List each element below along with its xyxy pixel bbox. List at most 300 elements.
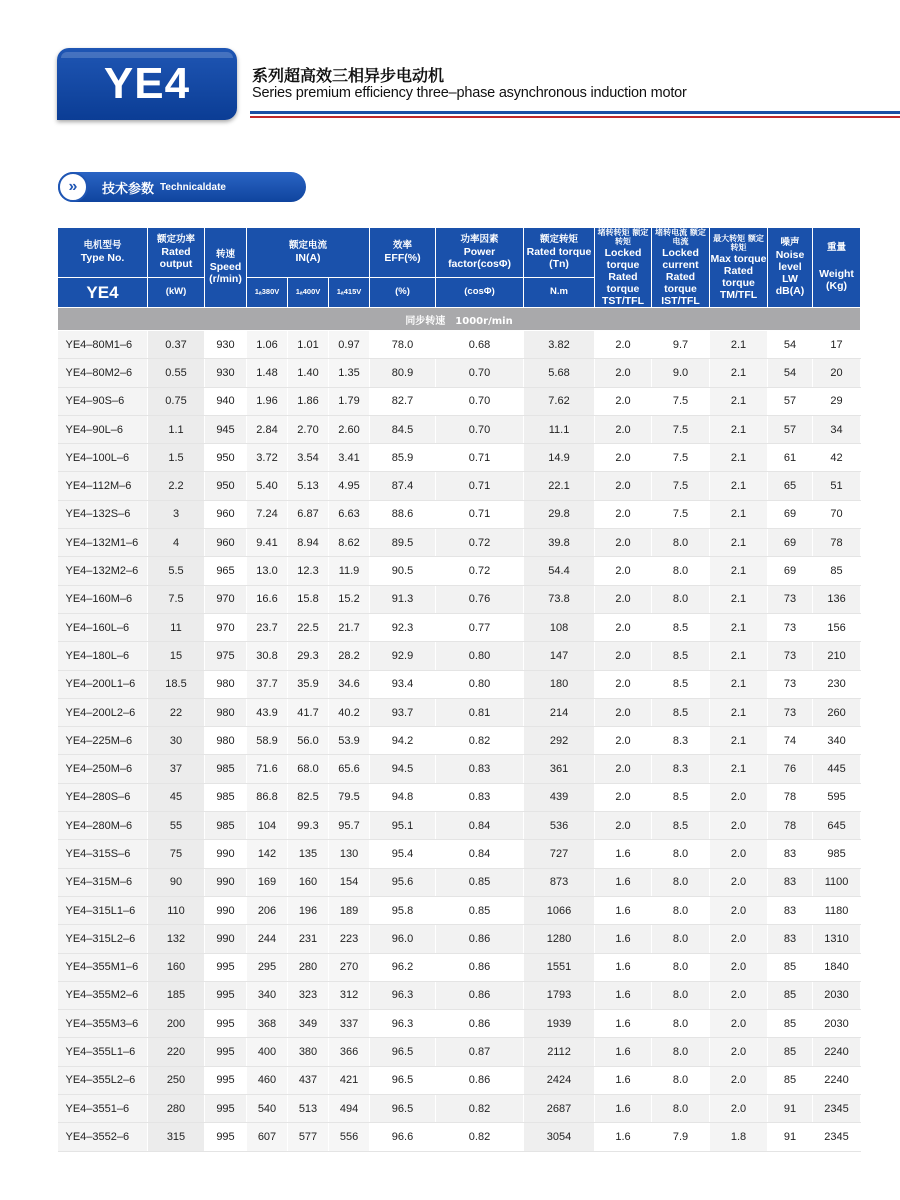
table-cell: 295	[247, 953, 288, 981]
table-cell: 2.0	[710, 1038, 768, 1066]
table-cell: 85	[768, 1066, 813, 1094]
table-cell: 2.1	[710, 642, 768, 670]
table-cell: 260	[813, 698, 861, 726]
table-cell: 1840	[813, 953, 861, 981]
table-cell: 2240	[813, 1066, 861, 1094]
table-cell: 2.0	[595, 698, 652, 726]
table-cell: 82.7	[370, 387, 436, 415]
table-cell: 556	[329, 1123, 370, 1151]
table-cell: 3.41	[329, 444, 370, 472]
table-cell: 35.9	[288, 670, 329, 698]
table-cell: 20	[813, 359, 861, 387]
table-cell: 9.41	[247, 529, 288, 557]
table-cell: 55	[148, 812, 205, 840]
table-cell: 94.2	[370, 727, 436, 755]
table-cell: 29	[813, 387, 861, 415]
table-cell: 2.1	[710, 415, 768, 443]
table-cell: 95.8	[370, 896, 436, 924]
table-cell: 1939	[524, 1010, 595, 1038]
table-cell: 69	[768, 557, 813, 585]
table-row	[58, 783, 861, 811]
table-cell: 3	[148, 500, 205, 528]
table-cell: 37	[148, 755, 205, 783]
table-cell: 68.0	[288, 755, 329, 783]
table-cell: 196	[288, 896, 329, 924]
table-cell: 1.6	[595, 925, 652, 953]
th-noise: 噪声 Noise level LW dB(A)	[768, 228, 813, 308]
table-cell: 2.0	[595, 727, 652, 755]
table-cell: 73	[768, 698, 813, 726]
table-cell: 2.1	[710, 500, 768, 528]
table-cell: 2030	[813, 1010, 861, 1038]
table-cell: 51	[813, 472, 861, 500]
cell-model: YE4–3552–6	[58, 1123, 148, 1151]
table-cell: 1.8	[710, 1123, 768, 1151]
table-cell: 2.0	[710, 812, 768, 840]
table-cell: 970	[205, 585, 247, 613]
table-cell: 200	[148, 1010, 205, 1038]
table-cell: 2.0	[710, 1066, 768, 1094]
table-cell: 85	[768, 981, 813, 1009]
table-cell: 214	[524, 698, 595, 726]
table-cell: 92.3	[370, 613, 436, 641]
table-cell: 7.9	[652, 1123, 710, 1151]
table-row	[58, 698, 861, 726]
cell-model: YE4–200L1–6	[58, 670, 148, 698]
table-cell: 22	[148, 698, 205, 726]
table-cell: 83	[768, 925, 813, 953]
table-cell: 536	[524, 812, 595, 840]
cell-model: YE4–180L–6	[58, 642, 148, 670]
table-cell: 595	[813, 783, 861, 811]
table-cell: 2.0	[710, 868, 768, 896]
table-cell: 28.2	[329, 642, 370, 670]
table-cell: 136	[813, 585, 861, 613]
table-cell: 41.7	[288, 698, 329, 726]
table-cell: 607	[247, 1123, 288, 1151]
th-max-torque: 最大转矩 额定转矩 Max torque Rated torque TM/TFL	[710, 228, 768, 308]
table-cell: 439	[524, 783, 595, 811]
speed-section-row	[58, 308, 861, 331]
table-cell: 0.86	[436, 981, 524, 1009]
table-cell: 2.0	[595, 585, 652, 613]
table-cell: 110	[148, 896, 205, 924]
table-cell: 2424	[524, 1066, 595, 1094]
table-cell: 2.0	[595, 387, 652, 415]
table-cell: 2.0	[710, 953, 768, 981]
table-cell: 2.1	[710, 727, 768, 755]
table-cell: 7.62	[524, 387, 595, 415]
table-cell: 1310	[813, 925, 861, 953]
table-cell: 8.3	[652, 755, 710, 783]
table-cell: 15.8	[288, 585, 329, 613]
th-eff-unit: (%)	[370, 278, 436, 308]
table-cell: 0.83	[436, 783, 524, 811]
spec-table	[57, 227, 861, 1152]
table-cell: 18.5	[148, 670, 205, 698]
table-cell: 5.40	[247, 472, 288, 500]
table-cell: 99.3	[288, 812, 329, 840]
table-cell: 40.2	[329, 698, 370, 726]
table-cell: 3.72	[247, 444, 288, 472]
cell-model: YE4–280S–6	[58, 783, 148, 811]
table-cell: 1551	[524, 953, 595, 981]
table-cell: 970	[205, 613, 247, 641]
table-cell: 8.0	[652, 557, 710, 585]
th-weight: 重量 Weight (Kg)	[813, 228, 861, 308]
table-cell: 89.5	[370, 529, 436, 557]
table-cell: 104	[247, 812, 288, 840]
table-cell: 96.3	[370, 981, 436, 1009]
table-cell: 87.4	[370, 472, 436, 500]
table-cell: 8.0	[652, 1010, 710, 1038]
table-cell: 2240	[813, 1038, 861, 1066]
table-cell: 340	[813, 727, 861, 755]
table-cell: 1.6	[595, 1038, 652, 1066]
table-cell: 83	[768, 868, 813, 896]
th-current: 额定电流 IN(A)	[247, 228, 370, 278]
cell-model: YE4–355M1–6	[58, 953, 148, 981]
table-cell: 727	[524, 840, 595, 868]
table-cell: 985	[205, 812, 247, 840]
table-cell: 349	[288, 1010, 329, 1038]
table-cell: 995	[205, 981, 247, 1009]
table-row	[58, 331, 861, 359]
table-cell: 9.0	[652, 359, 710, 387]
table-cell: 950	[205, 472, 247, 500]
table-row	[58, 642, 861, 670]
table-cell: 2.0	[595, 812, 652, 840]
th-volt-415: 1ₐ415V	[329, 278, 370, 308]
cell-model: YE4–132M2–6	[58, 557, 148, 585]
table-cell: 91	[768, 1123, 813, 1151]
table-cell: 14.9	[524, 444, 595, 472]
table-cell: 2.84	[247, 415, 288, 443]
table-row	[58, 755, 861, 783]
table-cell: 29.8	[524, 500, 595, 528]
table-cell: 0.81	[436, 698, 524, 726]
table-cell: 21.7	[329, 613, 370, 641]
table-cell: 975	[205, 642, 247, 670]
table-cell: 1.79	[329, 387, 370, 415]
th-type: 电机型号 Type No.	[58, 228, 148, 278]
table-cell: 445	[813, 755, 861, 783]
table-cell: 95.7	[329, 812, 370, 840]
table-cell: 90.5	[370, 557, 436, 585]
table-cell: 0.68	[436, 331, 524, 359]
table-cell: 73	[768, 670, 813, 698]
table-cell: 7.5	[652, 387, 710, 415]
cell-model: YE4–355L1–6	[58, 1038, 148, 1066]
table-cell: 7.24	[247, 500, 288, 528]
table-cell: 7.5	[652, 415, 710, 443]
table-cell: 0.97	[329, 331, 370, 359]
table-cell: 0.72	[436, 529, 524, 557]
table-cell: 0.71	[436, 472, 524, 500]
table-cell: 995	[205, 953, 247, 981]
table-cell: 8.0	[652, 896, 710, 924]
table-cell: 2.60	[329, 415, 370, 443]
table-cell: 169	[247, 868, 288, 896]
table-cell: 990	[205, 925, 247, 953]
table-cell: 0.80	[436, 642, 524, 670]
table-cell: 80.9	[370, 359, 436, 387]
table-cell: 950	[205, 444, 247, 472]
table-cell: 180	[524, 670, 595, 698]
cell-model: YE4–250M–6	[58, 755, 148, 783]
table-cell: 15	[148, 642, 205, 670]
table-cell: 1.6	[595, 1010, 652, 1038]
table-cell: 94.5	[370, 755, 436, 783]
table-cell: 2.0	[710, 783, 768, 811]
table-cell: 960	[205, 500, 247, 528]
page-title-en: Series premium efficiency three–phase asynchronous induction motor	[252, 85, 687, 101]
th-type-badge: YE4	[58, 278, 148, 308]
cell-model: YE4–280M–6	[58, 812, 148, 840]
table-cell: 2.0	[595, 557, 652, 585]
section-heading	[58, 172, 306, 202]
table-cell: 34	[813, 415, 861, 443]
table-cell: 8.0	[652, 1095, 710, 1123]
table-cell: 990	[205, 840, 247, 868]
table-row	[58, 359, 861, 387]
table-cell: 250	[148, 1066, 205, 1094]
table-cell: 0.76	[436, 585, 524, 613]
table-row	[58, 812, 861, 840]
table-cell: 0.71	[436, 444, 524, 472]
th-pf: 功率因素 Power factor(cosΦ)	[436, 228, 524, 278]
table-cell: 1.6	[595, 896, 652, 924]
table-cell: 8.0	[652, 981, 710, 1009]
table-cell: 1.6	[595, 1123, 652, 1151]
table-cell: 2.1	[710, 359, 768, 387]
table-cell: 189	[329, 896, 370, 924]
table-row	[58, 1066, 861, 1094]
table-cell: 995	[205, 1038, 247, 1066]
table-cell: 11.1	[524, 415, 595, 443]
table-cell: 8.5	[652, 613, 710, 641]
table-cell: 85	[768, 953, 813, 981]
table-cell: 2.0	[595, 331, 652, 359]
table-cell: 30.8	[247, 642, 288, 670]
table-cell: 84.5	[370, 415, 436, 443]
speed-section-label: 同步转速 1000r/min	[58, 308, 861, 331]
table-cell: 15.2	[329, 585, 370, 613]
table-cell: 70	[813, 500, 861, 528]
table-cell: 7.5	[652, 500, 710, 528]
table-cell: 95.1	[370, 812, 436, 840]
table-cell: 90	[148, 868, 205, 896]
cell-model: YE4–132S–6	[58, 500, 148, 528]
table-cell: 220	[148, 1038, 205, 1066]
table-cell: 43.9	[247, 698, 288, 726]
table-cell: 437	[288, 1066, 329, 1094]
cell-model: YE4–355L2–6	[58, 1066, 148, 1094]
table-cell: 1100	[813, 868, 861, 896]
table-cell: 2.0	[595, 755, 652, 783]
cell-model: YE4–315M–6	[58, 868, 148, 896]
table-cell: 5.68	[524, 359, 595, 387]
table-cell: 91	[768, 1095, 813, 1123]
cell-model: YE4–3551–6	[58, 1095, 148, 1123]
table-cell: 8.5	[652, 812, 710, 840]
table-cell: 0.72	[436, 557, 524, 585]
table-cell: 3.54	[288, 444, 329, 472]
table-cell: 85	[768, 1038, 813, 1066]
table-cell: 1.35	[329, 359, 370, 387]
table-row	[58, 896, 861, 924]
table-cell: 91.3	[370, 585, 436, 613]
table-cell: 156	[813, 613, 861, 641]
table-cell: 244	[247, 925, 288, 953]
table-cell: 71.6	[247, 755, 288, 783]
table-cell: 2.70	[288, 415, 329, 443]
table-cell: 1280	[524, 925, 595, 953]
table-cell: 995	[205, 1066, 247, 1094]
table-cell: 8.0	[652, 953, 710, 981]
table-cell: 2112	[524, 1038, 595, 1066]
table-cell: 995	[205, 1123, 247, 1151]
table-row	[58, 500, 861, 528]
table-row	[58, 953, 861, 981]
table-cell: 17	[813, 331, 861, 359]
cell-model: YE4–132M1–6	[58, 529, 148, 557]
table-cell: 8.0	[652, 840, 710, 868]
cell-model: YE4–225M–6	[58, 727, 148, 755]
table-cell: 292	[524, 727, 595, 755]
table-cell: 368	[247, 1010, 288, 1038]
table-cell: 494	[329, 1095, 370, 1123]
ye4-logo	[57, 48, 237, 120]
table-cell: 82.5	[288, 783, 329, 811]
table-cell: 2.0	[595, 670, 652, 698]
table-row	[58, 529, 861, 557]
cell-model: YE4–160M–6	[58, 585, 148, 613]
table-row	[58, 981, 861, 1009]
table-cell: 3.82	[524, 331, 595, 359]
table-cell: 940	[205, 387, 247, 415]
table-cell: 65.6	[329, 755, 370, 783]
table-cell: 0.86	[436, 1066, 524, 1094]
table-cell: 73	[768, 642, 813, 670]
table-cell: 57	[768, 415, 813, 443]
th-locked-current: 堵转电流 额定电流 Locked current Rated torque IST/TFL	[652, 228, 710, 308]
table-cell: 0.37	[148, 331, 205, 359]
table-cell: 1.96	[247, 387, 288, 415]
table-cell: 13.0	[247, 557, 288, 585]
table-cell: 0.55	[148, 359, 205, 387]
table-cell: 11	[148, 613, 205, 641]
table-cell: 0.83	[436, 755, 524, 783]
table-row	[58, 613, 861, 641]
table-cell: 340	[247, 981, 288, 1009]
table-cell: 93.4	[370, 670, 436, 698]
table-cell: 5.13	[288, 472, 329, 500]
table-cell: 2.1	[710, 444, 768, 472]
table-cell: 29.3	[288, 642, 329, 670]
table-cell: 980	[205, 698, 247, 726]
table-cell: 7.5	[652, 444, 710, 472]
table-cell: 1.6	[595, 1095, 652, 1123]
table-cell: 231	[288, 925, 329, 953]
table-cell: 0.71	[436, 500, 524, 528]
table-cell: 2.1	[710, 472, 768, 500]
table-cell: 73.8	[524, 585, 595, 613]
table-cell: 2.0	[710, 840, 768, 868]
table-cell: 645	[813, 812, 861, 840]
table-cell: 185	[148, 981, 205, 1009]
table-cell: 1793	[524, 981, 595, 1009]
table-cell: 223	[329, 925, 370, 953]
th-pf-unit: (cosΦ)	[436, 278, 524, 308]
cell-model: YE4–315L2–6	[58, 925, 148, 953]
table-cell: 985	[205, 755, 247, 783]
table-cell: 0.87	[436, 1038, 524, 1066]
table-cell: 2.0	[595, 783, 652, 811]
table-cell: 96.2	[370, 953, 436, 981]
th-volt-400: 1ₐ400V	[288, 278, 329, 308]
table-cell: 315	[148, 1123, 205, 1151]
table-cell: 8.5	[652, 698, 710, 726]
table-row	[58, 1010, 861, 1038]
table-cell: 230	[813, 670, 861, 698]
table-cell: 1.6	[595, 953, 652, 981]
table-cell: 95.6	[370, 868, 436, 896]
table-cell: 2.0	[595, 472, 652, 500]
table-cell: 0.77	[436, 613, 524, 641]
cell-model: YE4–90L–6	[58, 415, 148, 443]
table-cell: 206	[247, 896, 288, 924]
table-cell: 1.6	[595, 868, 652, 896]
table-cell: 2.1	[710, 755, 768, 783]
table-cell: 8.0	[652, 868, 710, 896]
table-cell: 2.1	[710, 331, 768, 359]
table-cell: 995	[205, 1010, 247, 1038]
table-cell: 54	[768, 359, 813, 387]
cell-model: YE4–200L2–6	[58, 698, 148, 726]
table-cell: 78.0	[370, 331, 436, 359]
table-cell: 2345	[813, 1095, 861, 1123]
table-cell: 945	[205, 415, 247, 443]
table-cell: 0.70	[436, 359, 524, 387]
table-cell: 2.0	[710, 981, 768, 1009]
table-cell: 54.4	[524, 557, 595, 585]
table-cell: 8.0	[652, 585, 710, 613]
table-cell: 75	[148, 840, 205, 868]
table-cell: 42	[813, 444, 861, 472]
table-cell: 2.0	[595, 529, 652, 557]
table-row	[58, 868, 861, 896]
table-cell: 0.82	[436, 727, 524, 755]
cell-model: YE4–112M–6	[58, 472, 148, 500]
table-cell: 7.5	[148, 585, 205, 613]
table-cell: 280	[148, 1095, 205, 1123]
table-cell: 2687	[524, 1095, 595, 1123]
table-cell: 92.9	[370, 642, 436, 670]
table-cell: 12.3	[288, 557, 329, 585]
table-cell: 460	[247, 1066, 288, 1094]
table-cell: 2345	[813, 1123, 861, 1151]
table-cell: 86.8	[247, 783, 288, 811]
table-cell: 8.0	[652, 1038, 710, 1066]
cell-model: YE4–80M2–6	[58, 359, 148, 387]
table-cell: 1180	[813, 896, 861, 924]
table-cell: 30	[148, 727, 205, 755]
table-cell: 3054	[524, 1123, 595, 1151]
table-cell: 2.0	[710, 896, 768, 924]
cell-model: YE4–100L–6	[58, 444, 148, 472]
table-cell: 0.82	[436, 1123, 524, 1151]
